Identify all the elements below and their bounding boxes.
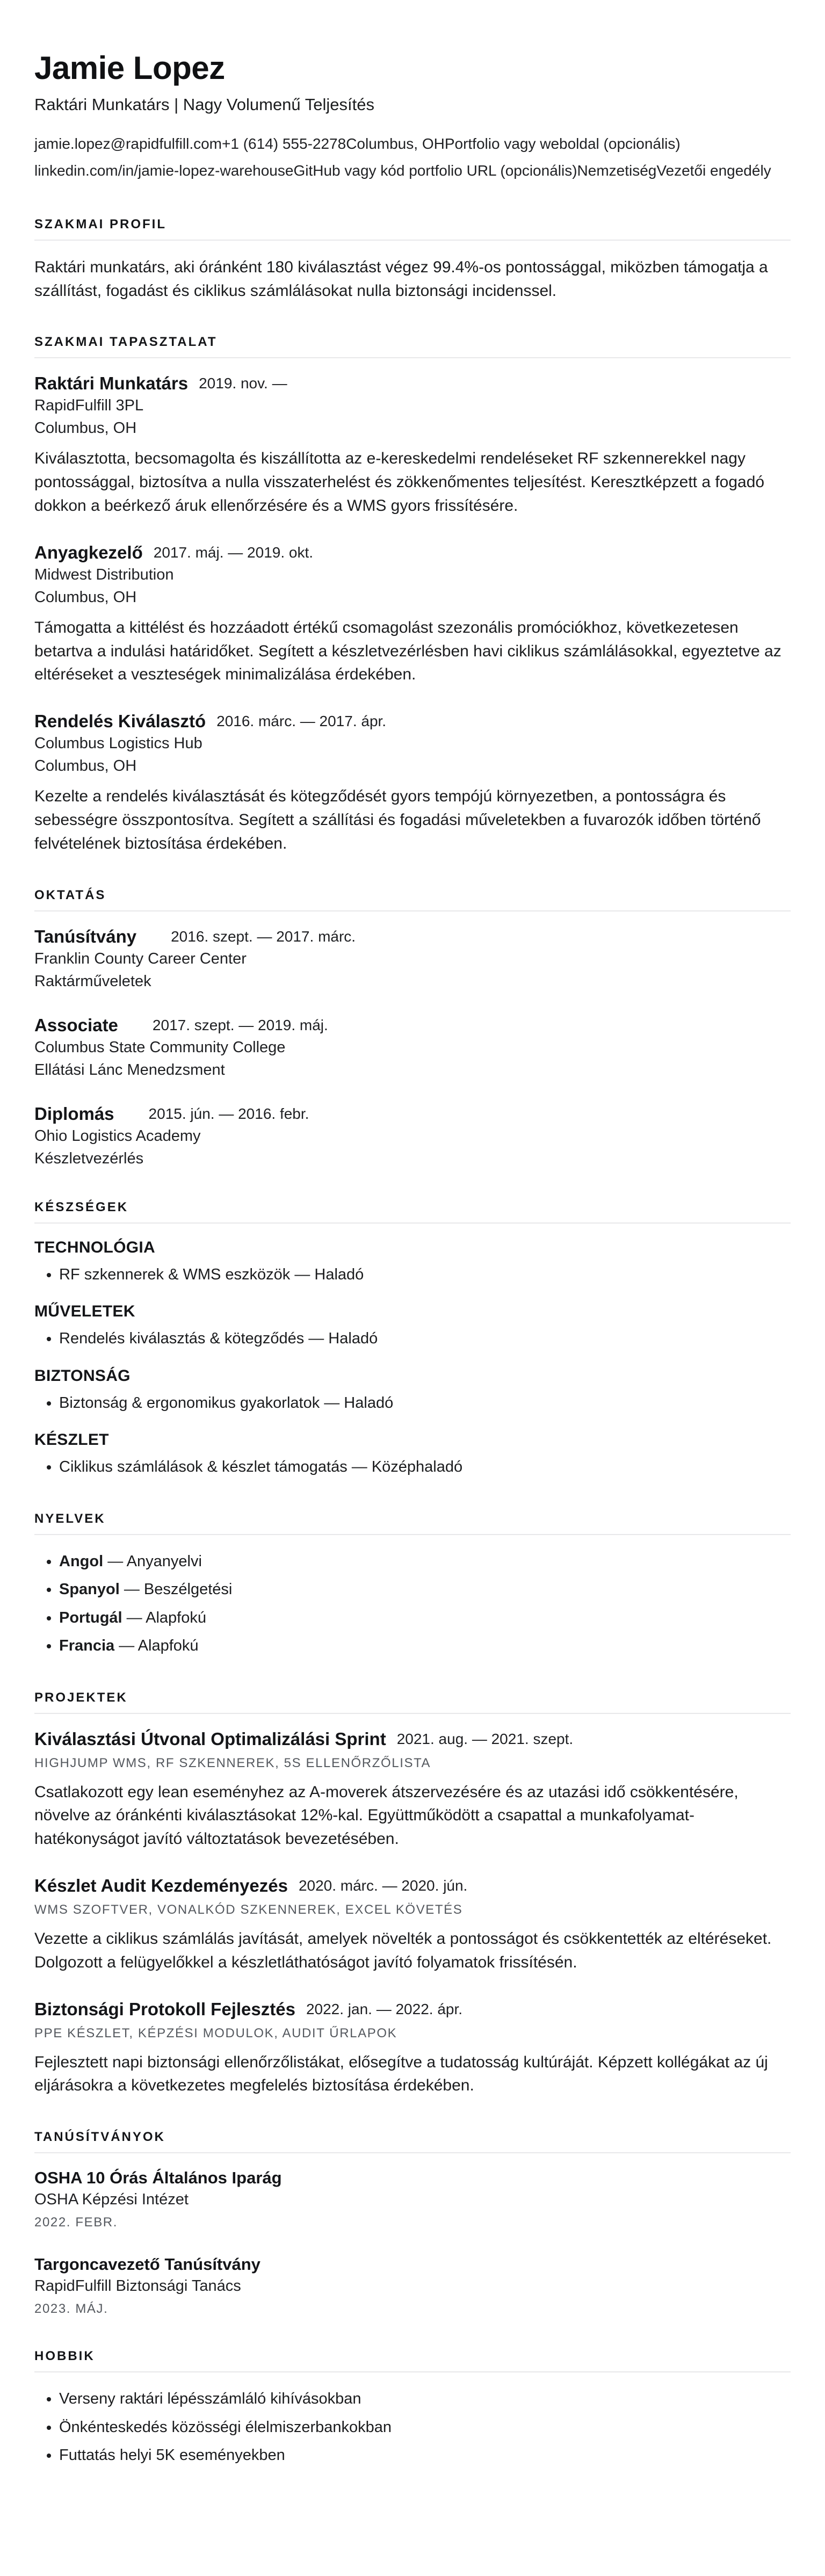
project-item [34, 1729, 791, 1851]
company-name: RapidFulfill 3PL [34, 397, 144, 415]
contact-driving-license: Vezetői engedély [656, 162, 771, 179]
section-profile [34, 217, 791, 303]
language-item [59, 1550, 791, 1574]
skill-list [34, 1392, 791, 1415]
language-level: — Anyanyelvi [103, 1552, 202, 1570]
experience-title-row [34, 711, 791, 732]
school-name: Franklin County Career Center [34, 950, 247, 967]
language-name: Francia [59, 1637, 115, 1655]
degree-name: Diplomás [34, 1103, 114, 1124]
experience-item [34, 373, 791, 517]
project-item [34, 1999, 791, 2098]
skill-group [34, 1367, 791, 1415]
degree-name: Associate [34, 1015, 118, 1035]
job-title: Raktári Munkatárs [34, 373, 189, 394]
project-title: Készlet Audit Kezdeményezés [34, 1875, 288, 1895]
section-label-projects: PROJEKTEK [34, 1690, 128, 1705]
section-divider [34, 1713, 791, 1714]
section-divider [34, 2371, 791, 2372]
section-label-profile: SZAKMAI PROFIL [34, 216, 167, 231]
section-divider [34, 2152, 791, 2153]
contact-nationality: Nemzetiség [577, 162, 657, 179]
project-tools: HIGHJUMP WMS, RF SZKENNEREK, 5S ELLENŐRZŐLISTA [34, 1755, 431, 1770]
project-dates: 2021. aug. — 2021. szept. [396, 1730, 574, 1747]
project-dates: 2022. jan. — 2022. ápr. [306, 2000, 463, 2017]
section-certifications [34, 2130, 791, 2317]
skill-item: • RF szkennerek & WMS eszközök — Haladó [59, 1263, 791, 1287]
contact-website: Portfolio vagy weboldal (opcionális) [444, 135, 681, 152]
project-tools: WMS SZOFTVER, VONALKÓD SZKENNEREK, EXCEL KÖVETÉS [34, 1902, 463, 1917]
section-label-experience: SZAKMAI TAPASZTALAT [34, 335, 218, 350]
job-title: Anyagkezelő [34, 542, 143, 562]
section-projects [34, 1690, 791, 2098]
section-label-languages: NYELVEK [34, 1511, 106, 1526]
section-divider [34, 910, 791, 911]
certification-date: 2023. MÁJ. [34, 2302, 108, 2317]
section-hobbies [34, 2349, 791, 2468]
certification-issuer: RapidFulfill Biztonsági Tanács [34, 2277, 241, 2295]
skill-group [34, 1239, 791, 1287]
company-name: Columbus Logistics Hub [34, 735, 202, 752]
project-item [34, 1876, 791, 1974]
contact-linkedin: linkedin.com/in/jamie-lopez-warehouse [34, 162, 294, 179]
skill-category: MŰVELETEK [34, 1303, 135, 1321]
language-item [59, 1634, 791, 1658]
contact-email: jamie.lopez@rapidfulfill.com [34, 135, 222, 152]
hobby-item: • Futtatás helyi 5K eseményekben [59, 2444, 791, 2468]
education-dates: 2015. jún. — 2016. febr. [148, 1105, 309, 1122]
skill-list [34, 1327, 791, 1351]
skill-category: TECHNOLÓGIA [34, 1238, 155, 1256]
skill-item: • Biztonság & ergonomikus gyakorlatok — Haladó [59, 1392, 791, 1415]
education-title-row [34, 927, 791, 947]
field-of-study: Készletvezérlés [34, 1149, 144, 1167]
education-title-row [34, 1104, 791, 1124]
job-title: Rendelés Kiválasztó [34, 711, 206, 732]
hobby-list [34, 2387, 791, 2468]
section-education [34, 888, 791, 1168]
section-label-hobbies: HOBBIK [34, 2349, 95, 2364]
language-name: Portugál [59, 1609, 122, 1626]
section-label-skills: KÉSZSÉGEK [34, 1199, 129, 1214]
job-dates: 2016. márc. — 2017. ápr. [216, 713, 387, 730]
language-item [59, 1578, 791, 1602]
skill-list [34, 1263, 791, 1287]
skill-category: KÉSZLET [34, 1431, 109, 1449]
section-languages [34, 1511, 791, 1658]
certification-item [34, 2255, 791, 2317]
hobby-item: • Verseny raktári lépésszámláló kihívásokban [59, 2387, 791, 2411]
education-title-row [34, 1015, 791, 1036]
language-level: — Alapfokú [122, 1609, 206, 1626]
section-divider [34, 357, 791, 358]
project-title: Biztonsági Protokoll Fejlesztés [34, 1999, 295, 2019]
certification-name: OSHA 10 Órás Általános Iparág [34, 2168, 282, 2188]
project-description: Vezette a ciklikus számlálás javítását, amelyek növelték a pontosságot és csökkentették az eltéréseket. Dolgozott a felügyelőkkel a készletláthatóságot javító folyamatok frissítésén. [34, 1929, 772, 1971]
education-item [34, 927, 791, 990]
experience-item [34, 711, 791, 855]
candidate-headline: Raktári Munkatárs | Nagy Volumenű Teljesítés [34, 95, 374, 114]
project-tools: PPE KÉSZLET, KÉPZÉSI MODULOK, AUDIT ŰRLAPOK [34, 2025, 397, 2040]
resume-header [34, 49, 791, 185]
language-list [34, 1550, 791, 1658]
section-label-education: OKTATÁS [34, 887, 106, 902]
project-title-row [34, 1876, 791, 1896]
job-dates: 2017. máj. — 2019. okt. [153, 544, 314, 561]
section-divider [34, 240, 791, 241]
project-description: Fejlesztett napi biztonsági ellenőrzőlistákat, elősegítve a tudatosság kultúráját. Képzett kollégákat az új eljárásokra a következetes megfelelés biztosítása érdekében. [34, 2053, 768, 2095]
skill-list [34, 1456, 791, 1479]
section-experience [34, 335, 791, 855]
contact-phone: +1 (614) 555-2278 [222, 135, 346, 152]
language-level: — Alapfokú [114, 1637, 199, 1655]
project-title: Kiválasztási Útvonal Optimalizálási Sprint [34, 1728, 386, 1749]
education-dates: 2017. szept. — 2019. máj. [152, 1016, 328, 1033]
school-name: Columbus State Community College [34, 1038, 286, 1056]
school-name: Ohio Logistics Academy [34, 1127, 201, 1145]
certification-issuer: OSHA Képzési Intézet [34, 2191, 189, 2209]
skill-item: • Rendelés kiválasztás & kötegződés — Haladó [59, 1327, 791, 1351]
contact-github: GitHub vagy kód portfolio URL (opcionális) [293, 162, 577, 179]
degree-name: Tanúsítvány [34, 926, 137, 946]
profile-text: Raktári munkatárs, aki óránként 180 kiválasztást végez 99.4%-os pontossággal, miközben támogatja a szállítást, fogadást és ciklikus számlálásokat nulla biztonsági incidenssel. [34, 258, 768, 300]
job-description: Támogatta a kittélést és hozzáadott értékű csomagolást szezonális promóciókhoz, következetesen betartva a indulási határidőket. Segített a készletvezérlésben havi ciklikus számlálásokkal, egyeztetve az eltéréseket a veszteségek minimalizálása érdekében. [34, 618, 781, 684]
skill-group [34, 1303, 791, 1351]
field-of-study: Raktárműveletek [34, 972, 151, 990]
job-description: Kezelte a rendelés kiválasztását és kötegződését gyors tempójú környezetben, a pontosságra és sebességre összpontosítva. Segített a szállítási és fogadási műveletekben a fuvarozók időben történő felvételének biztosítása érdekében. [34, 787, 761, 852]
language-item [59, 1607, 791, 1630]
skill-item: • Ciklikus számlálások & készlet támogatás — Középhaladó [59, 1456, 791, 1479]
project-description: Csatlakozott egy lean eseményhez az A-moverek átszervezésére és az utazási idő csökkentésére, növelve az óránkénti kiválasztásokat 12%-kal. Együttműködött a csapattal a munkafolyamat-hatékonyságot javító változtatások bevezetésében. [34, 1783, 739, 1848]
job-dates: 2019. nov. — [199, 375, 287, 392]
job-location: Columbus, OH [34, 419, 137, 437]
candidate-name: Jamie Lopez [34, 50, 225, 86]
section-label-certifications: TANÚSÍTVÁNYOK [34, 2130, 165, 2145]
certification-name: Targoncavezető Tanúsítvány [34, 2255, 260, 2274]
language-name: Angol [59, 1552, 104, 1570]
project-title-row [34, 1999, 791, 2020]
section-skills [34, 1200, 791, 1479]
certification-date: 2022. FEBR. [34, 2215, 118, 2230]
project-title-row [34, 1729, 791, 1749]
language-name: Spanyol [59, 1581, 120, 1598]
hobby-item: • Önkénteskedés közösségi élelmiszerbankokban [59, 2416, 791, 2440]
field-of-study: Ellátási Lánc Menedzsment [34, 1061, 225, 1079]
education-item [34, 1015, 791, 1079]
certification-item [34, 2168, 791, 2230]
experience-title-row [34, 373, 791, 394]
contact-location: Columbus, OH [346, 135, 445, 152]
section-divider [34, 1222, 791, 1224]
job-description: Kiválasztotta, becsomagolta és kiszállította az e-kereskedelmi rendeléseket RF szkennerekkel nagy pontossággal, biztosítva a nulla visszaterhelést és zökkenőmentes teljesítést. Keresztképzett a fogadó dokkon a beérkező áruk ellenőrzésére és a WMS gyors frissítésére. [34, 450, 765, 515]
section-divider [34, 1534, 791, 1535]
contact-info [34, 131, 791, 185]
experience-item [34, 542, 791, 686]
experience-title-row [34, 542, 791, 563]
education-item [34, 1104, 791, 1168]
skill-group [34, 1431, 791, 1479]
education-dates: 2016. szept. — 2017. márc. [171, 928, 356, 945]
company-name: Midwest Distribution [34, 566, 174, 583]
language-level: — Beszélgetési [119, 1581, 233, 1598]
skill-category: BIZTONSÁG [34, 1366, 131, 1385]
project-dates: 2020. márc. — 2020. jún. [298, 1877, 468, 1894]
job-location: Columbus, OH [34, 588, 137, 606]
job-location: Columbus, OH [34, 757, 137, 775]
